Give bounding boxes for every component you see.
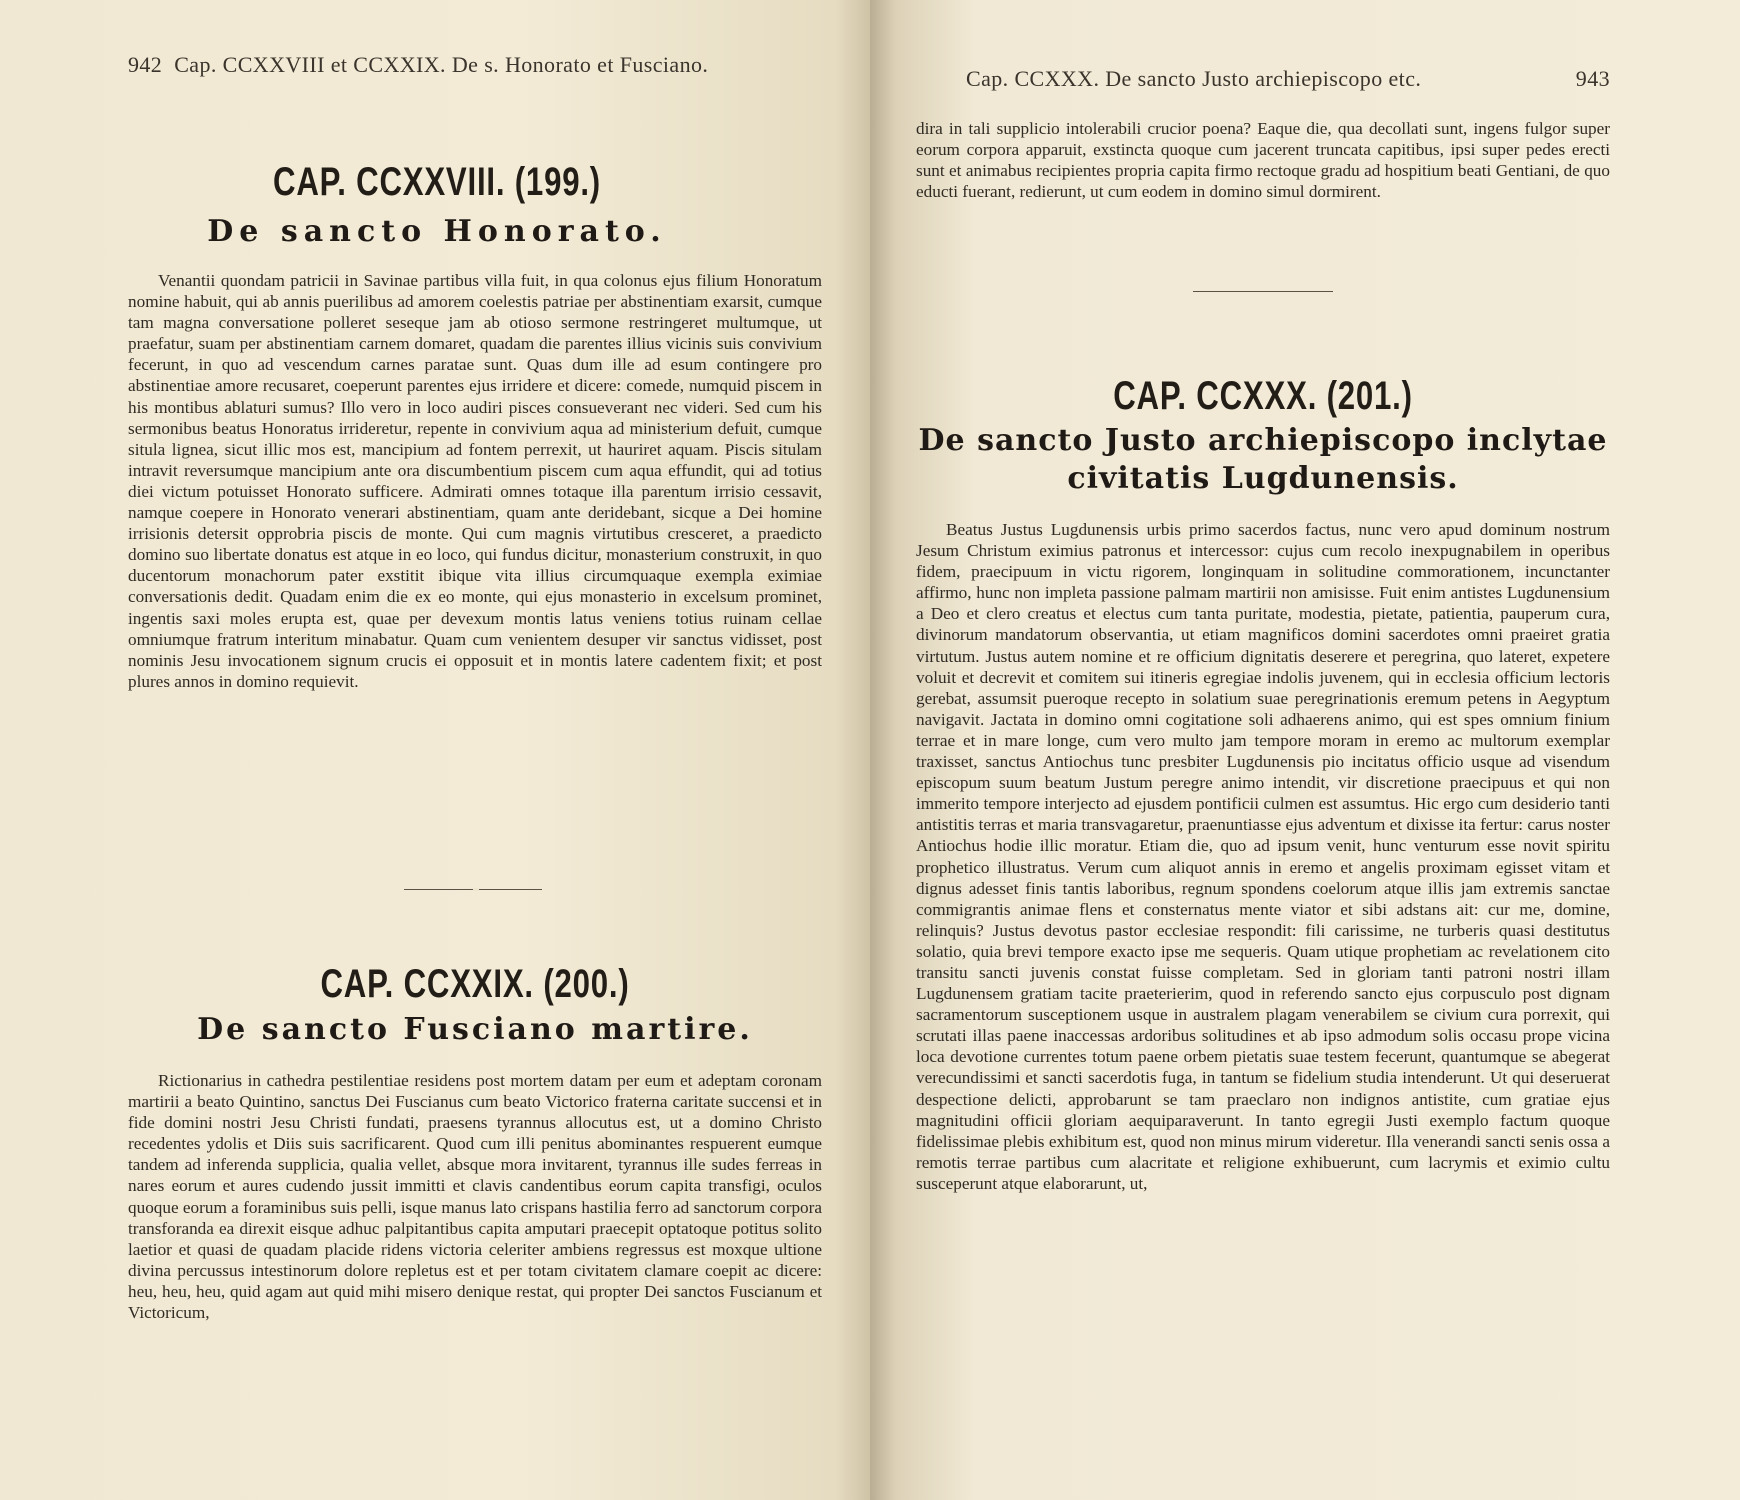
chapter-subtitle-228: De sancto Honorato. xyxy=(207,214,667,249)
chapter-title-228: CAP. CCXXVIII. (199.) xyxy=(273,160,601,204)
chapter-title-229: CAP. CCXXIX. (200.) xyxy=(320,962,630,1006)
page-number-left: 942 xyxy=(128,52,163,77)
running-head-left-text: Cap. CCXXVIII et CCXXIX. De s. Honorato et Fusciano. xyxy=(174,52,709,77)
section-divider-left xyxy=(404,889,542,890)
continuation-text: dira in tali supplicio intolerabili crucior poena? Eaque die, qua decollati sunt, ingens fulgor super eorum corpora apparuit, exstincta quoque cum jacerent truncata capitibus, ipsi super pedes erecti sunt et animabus recipientes propria capita firmo rectoque gradu ad hospitium beati Gentiani, de quo educti fuerant, redierunt, ut cum eodem in domino simul dormirent. xyxy=(916,119,1610,202)
chapter-subtitle-229: De sancto Fusciano martire. xyxy=(197,1012,753,1047)
running-head-left xyxy=(128,52,708,78)
page-number-right: 943 xyxy=(1575,66,1610,91)
chapter-title-230: CAP. CCXXX. (201.) xyxy=(1113,374,1413,418)
chapter-text-228: Venantii quondam patricii in Savinae partibus villa fuit, in qua colonus ejus filium Honoratum nomine habuit, qui ab annis puerilibus ad amorem coelestis patriae per abstinentiam exarsit, cumque tam magna conversatione polleret seseque jam ab otioso sermone restringeret multumque, ut praefatur, suam per abstinentiam carnem domaret, quadam die parentes illius vicinis suis convivium fecerunt, in quo ad vescendum carnes paratae sunt. Quas dum ille ad esum contingere pro abstinentiae amore recusaret, coeperunt parentes ejus irridere et dicere: comede, numquid piscem in his montibus ablaturi sumus? Illo vero in loco audiri pisces consueverant nec videri. Sed cum his sermonibus beatus Honoratus irrideretur, repente in convivium aqua ad ministerium defuit, cumque situla lignea, sicut illic mos est, mancipium ad fontem perrexit, ut hauriret aquam. Piscis situlam intravit reversumque mancipium ante ora discumbentium piscem cum aqua effundit, qui ad totius diei victum potuisset Honorato sufficere. Admirati omnes totaque illa parentum irrisio cessavit, namque coepere in Honorato venerari abstinentiam, quam ante deridebant, sicque a Dei homine irrisionis detersit opprobria piscis de monte. Qui cum magnis virtutibus cresceret, a praedicto domino suo libertate donatus est atque in eo loco, qui fundus dicitur, monasterium construxit, in quo ducentorum monachorum pater exstitit ibique vita illius circumquaque exempla eximiae conversationis dedit. Quadam enim die ex eo monte, qui ejus monasterio in excelsum prominet, ingentis saxi moles erupta est, quae per devexum montis latus veniens totius ruinam cellae omniumque fratrum interitum minabatur. Quam cum venientem desuper vir sanctus vidisset, post nominis Jesu invocationem signum crucis ei opposuit et in montis latere cadentem fixit; et post plures annos in domino requievit. xyxy=(128,271,822,691)
chapter-text-229: Rictionarius in cathedra pestilentiae residens post mortem datam per eum et adeptam coronam martirii a beato Quintino, sanctus Dei Fuscianus cum beato Victorico fraterna caritate succensi et in fide domini nostri Jesu Christi fundati, praesens tyrannus allocutus est, ut a domino Christo recedentes ydolis et Diis suis sacrificarent. Quod cum illi penitus abominantes respuerent eumque tandem ad inferenda supplicia, qualia vellet, absque mora invitarent, tyrannus ille sudes ferreas in nares eorum et aures cudendo jussit immitti et clavis candentibus eorum capita transfigi, oculos quoque eorum a foraminibus suis pelli, isque manus lato crispans hastilia ferro ad sanctorum corpora transforanda ea direxit eisque adhuc palpitantibus capita amputari praecepit optatoque potitus solito laetior et quasi de quadam placide ridens victoria celeriter ambiens regressus est moxque ultione divina percussus intestinorum dolore repletus est et per totam civitatem clamare coepit ac dicere: heu, heu, heu, quid agam aut quid mihi misero denique restat, qui propter Dei sanctos Fuscianum et Victoricum, xyxy=(128,1071,822,1323)
right-page xyxy=(870,0,1740,1500)
chapter-text-230: Beatus Justus Lugdunensis urbis primo sacerdos factus, nunc vero apud dominum nostrum Jesum Christum eximius patronus et intercessor: cujus cum recolo inexpugnabilem in operibus fidem, praecipuum in victu rigorem, longinquam in solitudine commorationem, incunctanter affirmo, hunc non impleta passione palmam martirii non amisisse. Fuit enim antistes Lugdunensium a Deo et clero creatus et electus cum tanta puritate, modestia, pietate, patientia, pauperum cura, divinorum mandatorum observantia, ut etiam magnificos domini sacerdotes omni praeiret gratia virtutum. Justus autem nomine et re officium dignitatis deserere et peregrina, quo lateret, expetere voluit et decrevit et comitem sui itineris egregiae indolis juvenem, qui in ecclesia officium lectoris gerebat, assumsit pueroque recepto in solatium suae peregrinationis eremum petens in Aegyptum navigavit. Jactata in domino omni cogitatione soli adhaerens animo, qui est spes omnium finium terrae et in mare longe, cum vero multo jam tempore moram in eremo ac multorum exemplar traxisset, sanctus Antiochus tunc presbiter Lugdunensis pio incitatus officio usque ad visendum episcopum suum beatum Justum peregre animo intendit, vir discretione praecipuus et qui non immerito tempore interjecto ad ejusdem pontificii culmen est assumtus. Hic ergo cum desiderio tanti antistitis terras et maria transvagaretur, praenuntiasse ejus adventum et dixisse ita fertur: carus noster Antiochus hodie illic moratur. Etiam die, quo ad ipsum venit, hunc venturum esse novit spiritu prophetico illustratus. Verum cum aliquot annis in eremo et angelis proximam egisset vitam et dignus adesset finis tantis laboribus, regnum spondens coelorum atque illis jam extremis sanctae commigrantis animae flens et consternatus mente viator et sibi adstans ait: cur me, domine, relinquis? Justus devotus pastor ecclesiae respondit: fili carissime, ne turberis quasi destitutus solatio, quia brevi tempore exacto ipse me sequeris. Quam utique prophetiam ac revelationem cito transitu sancti juvenis constat fuisse completam. Sed in gloriam tanti patroni nostri illam Lugdunensem gratiam tacite praeterierim, quod in referendo sancto ejus corpusculo post dignam sacramentorum susceptionem usque in australem plagam venerabilem se civium cura porrexit, qui scrutati illas paene inaccessas ardoribus solitudines et ab ipso admodum solis occasu prope vicina loca devotione currentes totum paene orbem pietatis suae testem fecerunt, quantumque se abegerat verecundissimi et sancti sacerdotis fuga, in tantum se fidelium studia intenderunt. Ut qui deseruerat despectione delicti, approbarunt se tam praeclaro non indignos antistite, cum gratiae ejus magnitudini officii gloriam aequiparaverunt. In tanto egregii Justi exemplo factum quoque fidelissimae plebis exhibitum est, quod non minus mirum videretur. Illa venerandi sancti senis ossa a remotis terrae partibus cum alacritate et religione exhibuerunt, cum lacrymis et eximio cultu susceperunt atque elaborarunt, ut, xyxy=(916,520,1610,1193)
running-head-right xyxy=(966,66,1610,92)
section-divider-right xyxy=(1193,291,1333,292)
chapter-subtitle-230: De sancto Justo archiepiscopo inclytae civitatis Lugdunensis. xyxy=(918,423,1608,496)
running-head-right-text: Cap. CCXXX. De sancto Justo archiepiscopo etc. xyxy=(966,66,1422,91)
